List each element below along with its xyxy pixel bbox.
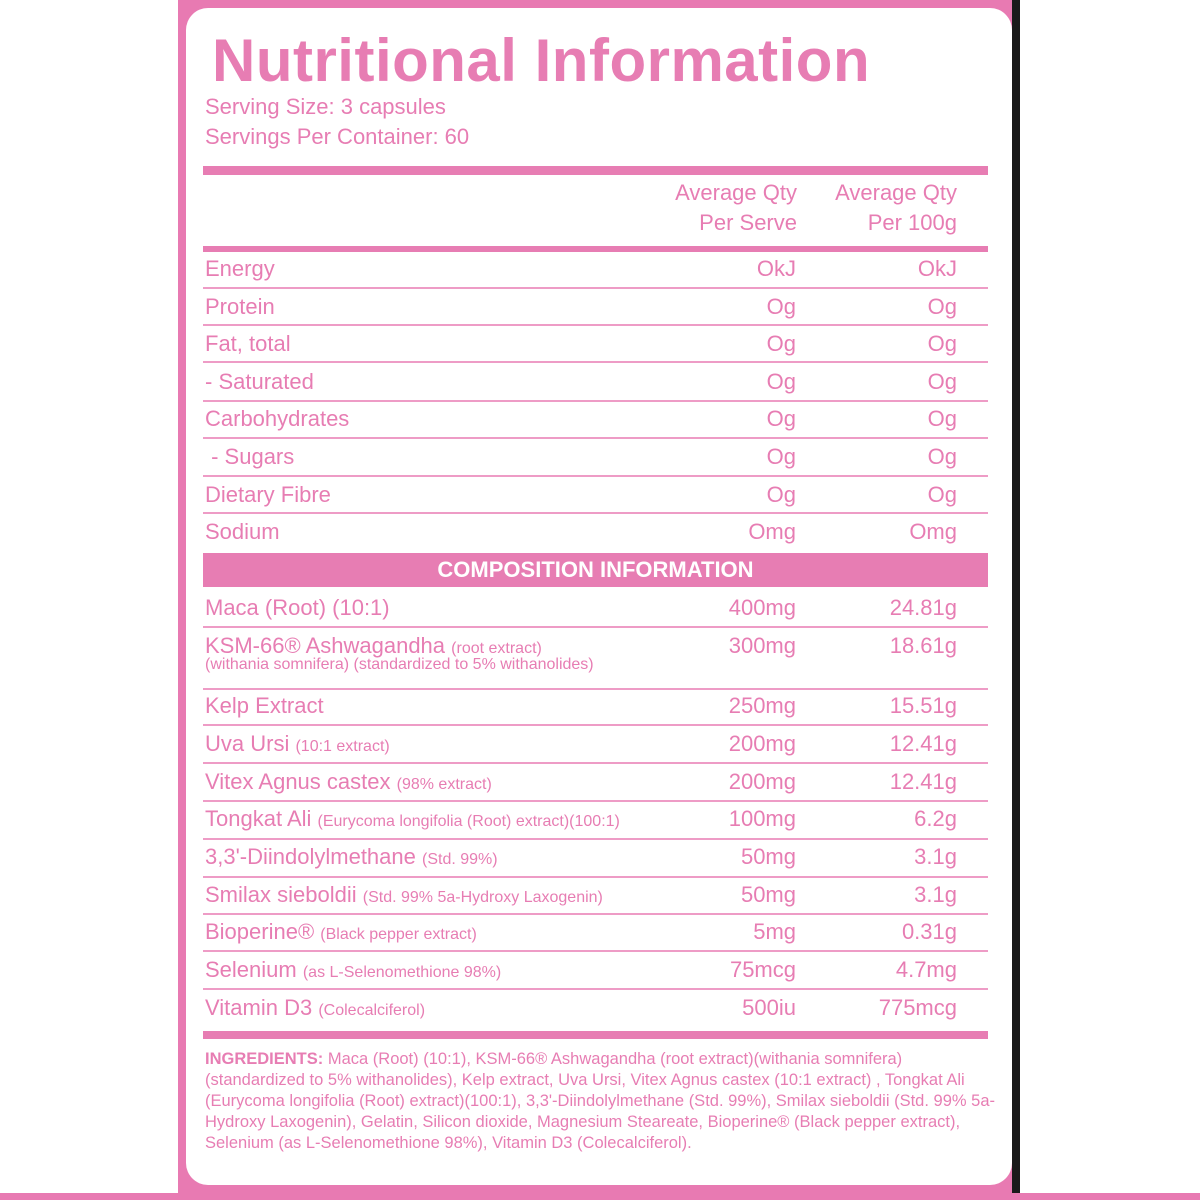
ingredient-note: (as L-Selenomethione 98%)	[302, 964, 502, 981]
ingredient-name-line	[205, 919, 477, 945]
row-divider	[203, 287, 988, 289]
ingredient-name: Selenium	[205, 957, 297, 982]
composition-row	[205, 633, 957, 689]
per-serve-value: 200mg	[728, 731, 796, 756]
per-100g-value: 0.31g	[901, 919, 957, 944]
ingredient-name: Smilax sieboldii	[205, 882, 357, 907]
column-header-line: Per 100g	[867, 210, 957, 235]
per-serve-value: 50mg	[740, 844, 796, 869]
per-100g-value: Og	[927, 482, 957, 507]
ingredient-name: Bioperine®	[205, 919, 315, 944]
ingredient-note: (Eurycoma longifolia (Root) extract)(100:1)	[317, 813, 620, 830]
per-100g-value: Og	[927, 369, 957, 394]
ingredient-name-line	[205, 995, 425, 1021]
ingredient-note: (Black pepper extract)	[320, 926, 477, 943]
per-100g-value: 18.61g	[889, 633, 957, 658]
composition-row	[205, 844, 957, 880]
nutrient-name: Energy	[205, 256, 275, 281]
per-100g-value: 15.51g	[889, 693, 957, 718]
backdrop-right	[1020, 0, 1200, 1193]
backdrop	[0, 0, 178, 1200]
ingredient-name: Vitex Agnus castex	[205, 769, 391, 794]
nutrient-row	[205, 519, 957, 555]
row-divider	[203, 913, 988, 915]
divider-thick	[203, 166, 988, 175]
ingredient-note: (98% extract)	[396, 776, 492, 793]
row-divider	[203, 762, 988, 764]
nutrient-name: - Sugars	[205, 444, 295, 469]
nutrient-name: Dietary Fibre	[205, 482, 331, 507]
servings-per-container: Servings Per Container: 60	[205, 124, 470, 149]
per-serve-value: 75mcg	[729, 957, 796, 982]
ingredient-name: 3,3'-Diindolylmethane	[205, 844, 416, 869]
ingredient-name-line	[205, 882, 603, 908]
ingredient-name-line	[205, 844, 498, 870]
composition-row	[205, 806, 957, 842]
per-100g-value: Og	[927, 331, 957, 356]
ingredients-text: Maca (Root) (10:1), KSM-66® Ashwagandha (root extract)(withania somnifera) (standardized to 5% withanolides), Kelp extract, Uva Ursi, Vitex Agnus castex (10:1 extract) , Tongkat Ali (Eurycoma longifolia (Root) extract)(100:1), 3,3'-Diindolylmethane (Std. 99%), Smilax sieboldii (Std. 99% 5a-Hydroxy Laxogenin), Gelatin, Silicon dioxide, Magnesium Steareate, Bioperine® (Black pepper extract), Selenium (as L-Selenomethione 98%), Vitamin D3 (Colecalciferol).	[205, 1050, 995, 1152]
row-divider	[203, 950, 988, 952]
page-title: Nutritional Information	[212, 27, 871, 94]
per-100g-value: Og	[927, 406, 957, 431]
ingredient-name: Uva Ursi	[205, 731, 290, 756]
row-divider	[203, 688, 988, 690]
per-serve-value: 50mg	[740, 882, 796, 907]
per-100g-value: 6.2g	[914, 806, 957, 831]
divider-thick	[203, 246, 988, 252]
column-header-line: Average Qty	[675, 180, 797, 205]
per-100g-value: Og	[927, 444, 957, 469]
per-serve-value: Og	[766, 369, 796, 394]
ingredient-note: (10:1 extract)	[295, 738, 390, 755]
ingredient-note: (Std. 99%)	[422, 851, 498, 868]
per-100g-value: OkJ	[917, 256, 957, 281]
per-serve-value: 100mg	[728, 806, 796, 831]
per-serve-value: 500iu	[742, 995, 796, 1020]
per-serve-value: 250mg	[728, 693, 796, 718]
frame-edge	[1012, 0, 1020, 1193]
row-divider	[203, 988, 988, 990]
ingredient-name: Kelp Extract	[205, 693, 324, 718]
ingredient-name: Tongkat Ali	[205, 806, 312, 831]
ingredient-name-line	[205, 957, 501, 983]
per-100g-value: Omg	[909, 519, 957, 544]
ingredients-statement	[205, 1049, 995, 1154]
row-divider	[203, 800, 988, 802]
nutrient-name: Sodium	[205, 519, 280, 544]
serving-size: Serving Size: 3 capsules	[205, 94, 446, 119]
per-serve-value: 200mg	[728, 769, 796, 794]
row-divider	[203, 400, 988, 402]
ingredient-name-line	[205, 731, 390, 757]
row-divider	[203, 838, 988, 840]
per-100g-value: 12.41g	[889, 731, 957, 756]
per-serve-value: Omg	[748, 519, 796, 544]
bottom-strip	[0, 1193, 1200, 1200]
ingredient-name: Vitamin D3	[205, 995, 313, 1020]
per-100g-value: 3.1g	[914, 844, 957, 869]
ingredients-label: INGREDIENTS:	[205, 1050, 324, 1068]
nutrient-name: Carbohydrates	[205, 406, 350, 431]
divider-thick	[203, 1031, 988, 1039]
per-serve-value: Og	[766, 331, 796, 356]
per-serve-value: OkJ	[756, 256, 796, 281]
row-divider	[203, 626, 988, 628]
row-divider	[203, 437, 988, 439]
ingredient-name: KSM-66® Ashwagandha	[205, 633, 446, 658]
composition-header: COMPOSITION INFORMATION	[203, 553, 988, 587]
ingredient-name: Maca (Root) (10:1)	[205, 595, 390, 620]
per-100g-value: 775mcg	[878, 995, 957, 1020]
ingredient-name-line	[205, 769, 492, 795]
per-serve-value: 5mg	[753, 919, 796, 944]
per-serve-value: Og	[766, 482, 796, 507]
row-divider	[203, 361, 988, 363]
per-serve-value: Og	[766, 294, 796, 319]
nutrient-name: Fat, total	[205, 331, 291, 356]
per-serve-value: 300mg	[728, 633, 796, 658]
ingredient-name-line	[205, 806, 620, 832]
column-header-line: Average Qty	[835, 180, 957, 205]
nutrient-name: Protein	[205, 294, 275, 319]
column-header-per-100g	[757, 178, 957, 238]
row-divider	[203, 724, 988, 726]
row-divider	[203, 512, 988, 514]
composition-row	[205, 995, 957, 1031]
per-serve-value: Og	[766, 444, 796, 469]
nutrient-name: - Saturated	[205, 369, 314, 394]
column-header-line: Per Serve	[699, 210, 797, 235]
per-100g-value: 12.41g	[889, 769, 957, 794]
row-divider	[203, 475, 988, 477]
per-100g-value: 24.81g	[889, 595, 957, 620]
row-divider	[203, 324, 988, 326]
per-serve-value: 400mg	[728, 595, 796, 620]
per-100g-value: Og	[927, 294, 957, 319]
ingredient-subnote: (withania somnifera) (standardized to 5% withanolides)	[205, 656, 594, 673]
per-serve-value: Og	[766, 406, 796, 431]
ingredient-note: (Colecalciferol)	[318, 1002, 426, 1019]
row-divider	[203, 876, 988, 878]
per-100g-value: 3.1g	[914, 882, 957, 907]
per-100g-value: 4.7mg	[895, 957, 957, 982]
ingredient-note: (root extract)	[451, 640, 542, 657]
ingredient-note: (Std. 99% 5a-Hydroxy Laxogenin)	[362, 889, 603, 906]
